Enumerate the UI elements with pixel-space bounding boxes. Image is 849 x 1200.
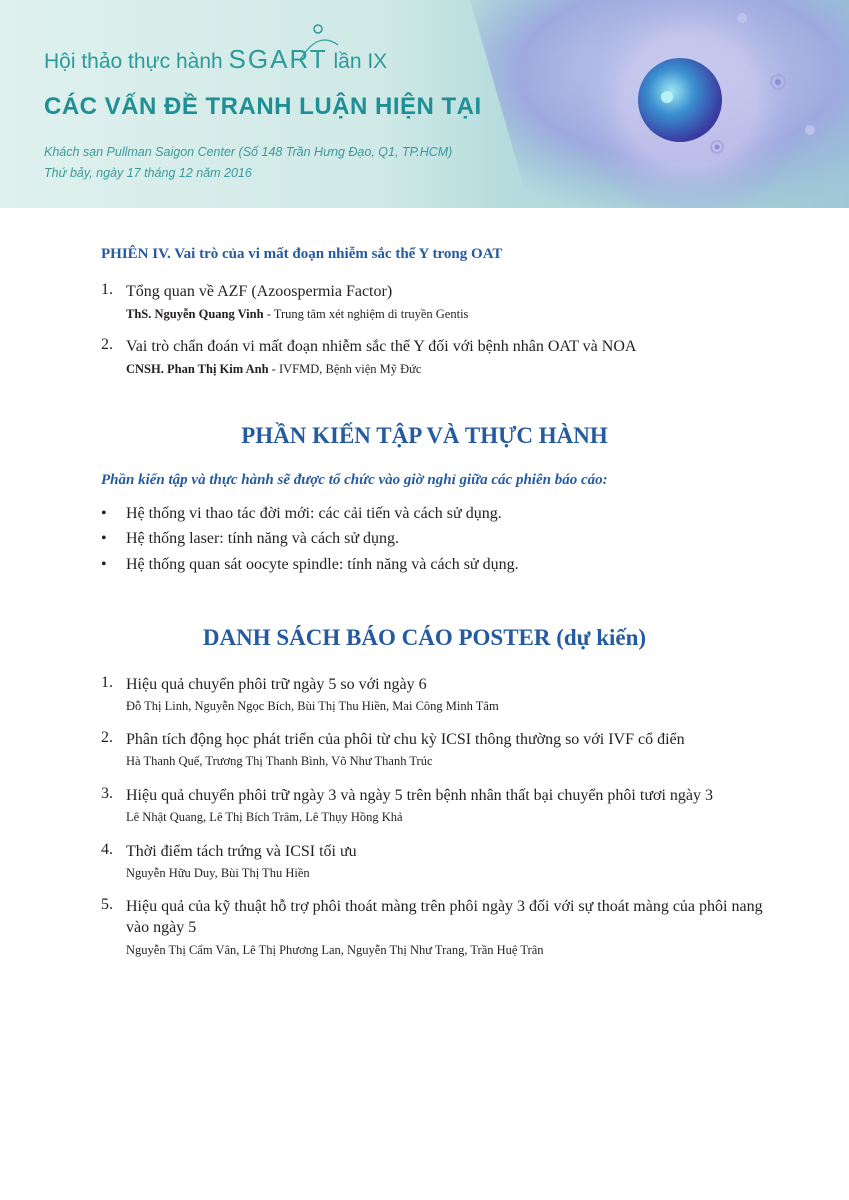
poster-authors: Lê Nhật Quang, Lê Thị Bích Trâm, Lê Thụy Hồng Khả	[126, 810, 403, 824]
session-4-title: PHIÊN IV. Vai trò của vi mất đoạn nhiễm sắc thể Y trong OAT	[101, 246, 503, 262]
small-cell-2-core	[715, 145, 720, 150]
bullet-icon: •	[101, 556, 107, 573]
date-text: Thứ bảy, ngày 17 tháng 12 năm 2016	[44, 166, 252, 180]
workshop-theme: CÁC VẤN ĐỀ TRANH LUẬN HIỆN TẠI	[44, 93, 482, 120]
venue-text: Khách sạn Pullman Saigon Center (Số 148 Trần Hưng Đạo, Q1, TP.HCM)	[44, 145, 453, 159]
practice-heading: PHẦN KIẾN TẬP VÀ THỰC HÀNH	[241, 423, 608, 448]
brand-logo-text: SGART	[228, 44, 328, 74]
poster-title: Phân tích động học phát triển của phôi từ chu kỳ ICSI thông thường so với IVF cổ điển	[126, 731, 685, 748]
poster-authors: Đỗ Thị Linh, Nguyễn Ngọc Bích, Bùi Thị Thu Hiền, Mai Công Minh Tâm	[126, 699, 499, 713]
poster-authors: Nguyễn Thị Cẩm Vân, Lê Thị Phương Lan, Nguyễn Thị Như Trang, Trần Huệ Trân	[126, 943, 544, 957]
cell-nucleus	[661, 91, 673, 103]
bullet-text: Hệ thống quan sát oocyte spindle: tính năng và cách sử dụng.	[126, 556, 519, 573]
speaker-affiliation: - Trung tâm xét nghiệm di truyền Gentis	[263, 307, 469, 321]
bullet-icon: •	[101, 530, 107, 547]
bullet-icon: •	[101, 505, 107, 522]
item-number: 1.	[101, 281, 113, 298]
speaker-name: CNSH. Phan Thị Kim Anh	[126, 362, 269, 376]
list-item	[101, 556, 519, 574]
talk-title: Tổng quan về AZF (Azoospermia Factor)	[126, 283, 393, 300]
list-item	[101, 530, 399, 548]
poster-authors: Nguyễn Hữu Duy, Bùi Thị Thu Hiền	[126, 866, 310, 880]
brand-logo-dot	[314, 25, 322, 33]
header-banner	[0, 0, 849, 208]
poster-authors: Hà Thanh Quế, Trương Thị Thanh Bình, Võ Như Thanh Trúc	[126, 754, 433, 768]
item-number: 3.	[101, 785, 113, 802]
workshop-title	[44, 44, 387, 75]
talk-title: Vai trò chẩn đoán vi mất đoạn nhiễm sắc thể Y đối với bệnh nhân OAT và NOA	[126, 338, 637, 355]
list-item	[101, 505, 502, 523]
item-number: 2.	[101, 729, 113, 746]
small-cell-1-core	[775, 79, 781, 85]
cell-body	[638, 58, 722, 142]
poster-title: Hiệu quả của kỹ thuật hỗ trợ phôi thoát màng trên phôi ngày 3 đối với sự thoát màng của phôi nang vào ngày 5	[126, 898, 763, 936]
poster-title: Thời điểm tách trứng và ICSI tối ưu	[126, 843, 357, 860]
poster-title: Hiệu quả chuyển phôi trữ ngày 3 và ngày 5 trên bệnh nhân thất bại chuyển phôi tươi ngày 3	[126, 787, 713, 804]
item-number: 1.	[101, 674, 113, 691]
speaker-line	[126, 307, 468, 322]
speaker-line	[126, 362, 421, 377]
poster-heading: DANH SÁCH BÁO CÁO POSTER (dự kiến)	[202, 625, 647, 650]
item-number: 2.	[101, 336, 113, 353]
workshop-title-suffix: lần IX	[333, 50, 388, 73]
small-cell-3	[805, 125, 815, 135]
bullet-text: Hệ thống vi thao tác đời mới: các cải tiến và cách sử dụng.	[126, 505, 502, 522]
item-number: 5.	[101, 896, 113, 913]
workshop-title-prefix: Hội thảo thực hành	[44, 50, 223, 73]
speaker-affiliation: - IVFMD, Bệnh viện Mỹ Đức	[268, 362, 422, 376]
small-cell-4	[737, 13, 747, 23]
bullet-text: Hệ thống laser: tính năng và cách sử dụng.	[126, 530, 400, 547]
item-number: 4.	[101, 841, 113, 858]
speaker-name: ThS. Nguyễn Quang Vinh	[126, 307, 264, 321]
practice-intro: Phần kiến tập và thực hành sẽ được tổ chức vào giờ nghỉ giữa các phiên báo cáo:	[101, 472, 608, 488]
poster-title: Hiệu quả chuyển phôi trữ ngày 5 so với ngày 6	[126, 676, 427, 693]
